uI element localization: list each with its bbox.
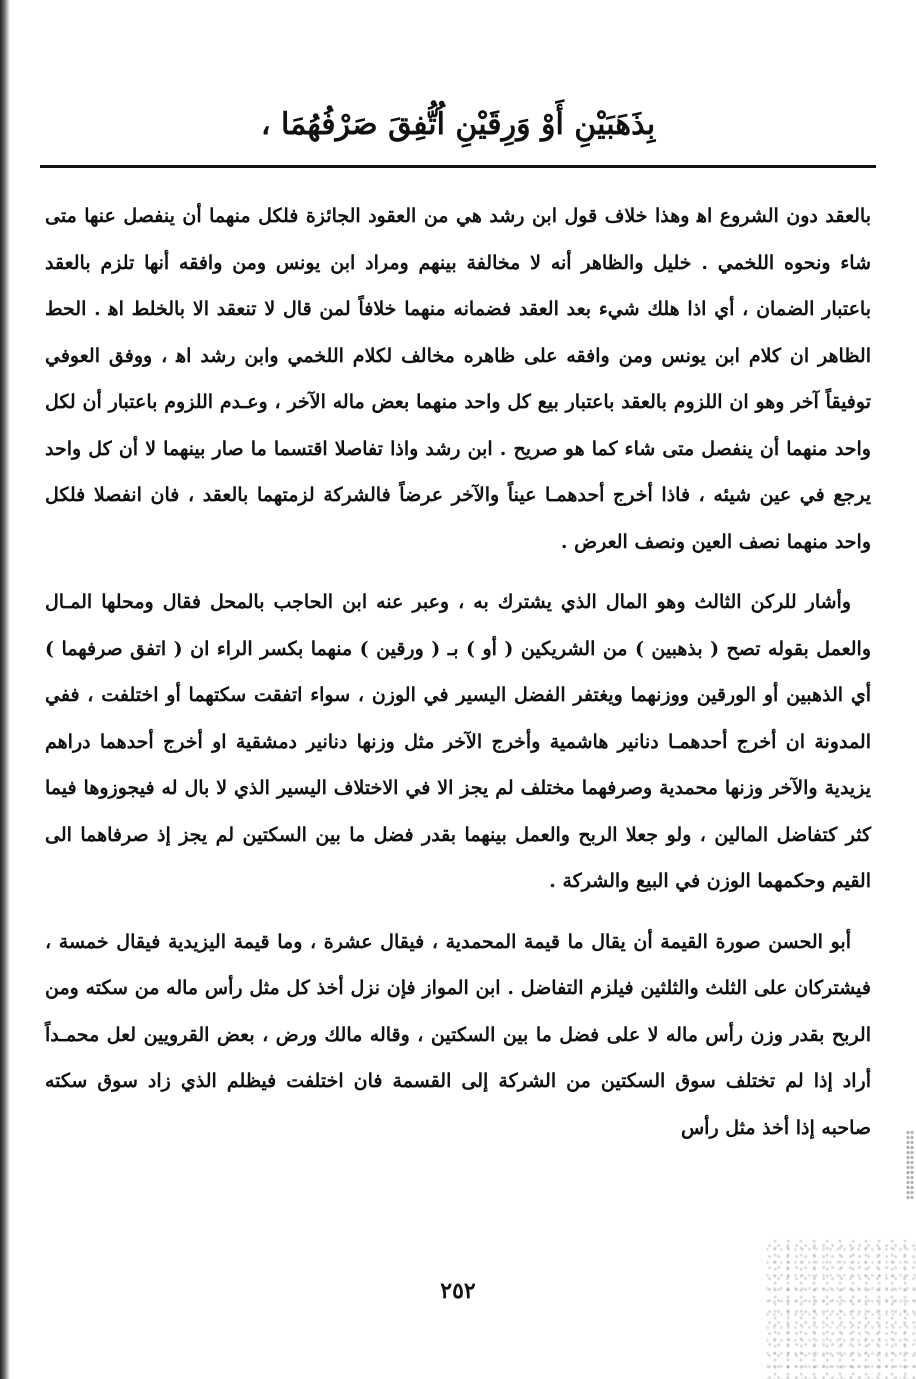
paragraph-2: وأشار للركن الثالث وهو المال الذي يشترك به ، وعبر عنه ابن الحاجب بالمحل فقال ومحلها المـال والعمل بقوله تصح ( بذهبين ) من الشريكين ( أو ) بـ ( ورقين ) منهما بكسر الراء ان ( اتفق صرفهما ) أي الذهبين أو الورقين ووزنهما ويغتفر الفضل اليسير في الوزن ، سواء اتفقت سكتهما أو اختلفت ، ففي المدونة ان أخرج أحدهمـا دنانير هاشمية وأخرج الآخر مثل وزنها دنانير دمشقية او أخرج أحدهما دراهم يزيدية والآخر وزنها محمدية وصرفهما مختلف لم يجز الا في الاختلاف اليسير الذي لا بال له فيجوزوها فيما كثر كتفاضل المالين ، ولو جعلا الربح والعمل بينهما بقدر فضل ما بين السكتين لم يجز إذ صرفاهما الى القيم وحكمهما الوزن في البيع والشركة .: [45, 591, 871, 892]
header-rule: [40, 165, 876, 168]
paragraph-1: بالعقد دون الشروع اه‍ وهذا خلاف قول ابن رشد هي من العقود الجائزة فلكل منهما أن ينفصل عنها متى شاء ونحوه اللخمي . خليل والظاهر أنه لا مخالفة بينهم ومراد ابن يونس ومن وافقه أنها تلزم بالعقد باعتبار الضمان ، أي اذا هلك شيء بعد العقد فضمانه منهما خلافاً لمن قال لا تنعقد الا بالخلط اه‍ . الحط الظاهر ان كلام ابن يونس ومن وافقه على ظاهره مخالف لكلام اللخمي وابن رشد اه‍ ، ووفق العوفي توفيقاً آخر وهو ان اللزوم بالعقد باعتبار بيع كل واحد منهما بعض ماله الآخر ، وعـدم اللزوم باعتبار أن لكل واحد منهما أن ينفصل متى شاء كما هو صريح . ابن رشد واذا تفاصلا اقتسما ما صار بينهما لا أن كل واحد يرجع في عين شيئه ، فاذا أخرج أحدهمـا عيناً والآخر عرضاً فالشركة لزمتهما بالعقد ، فان انفصلا فلكل واحد منهما نصف العين ونصف العرض .: [45, 205, 871, 553]
page-number: ٢٥٢: [440, 1278, 476, 1304]
running-header: بِذَهَبَيْنِ أَوْ وَرِقَيْنِ اُتُّفِقَ صَرْفُهُمَا ،: [260, 107, 656, 142]
paragraph-3: أبو الحسن صورة القيمة أن يقال ما قيمة المحمدية ، فيقال عشرة ، وما قيمة اليزيدية فيقال خمسة ، فيشتركان على الثلث والثلثين فيلزم التفاضل . ابن المواز فإن نزل أخذ كل مثل رأس ماله من سكته ومن الربح بقدر وزن رأس ماله لا على فضل ما بين السكتين ، وقاله مالك ورض ، بعض القرويين لعل محمـداً أراد إذا لم تختلف سوق السكتين من الشركة إلى القسمة فان اختلفت فيظلم الذي زاد سوق سكته صاحبه إذا أخذ مثل رأس: [45, 930, 871, 1139]
scan-edge-shadow: [0, 0, 10, 1379]
body-text: [45, 193, 871, 1151]
scan-speckles: [906, 1130, 914, 1200]
scan-noise: [766, 1239, 916, 1379]
